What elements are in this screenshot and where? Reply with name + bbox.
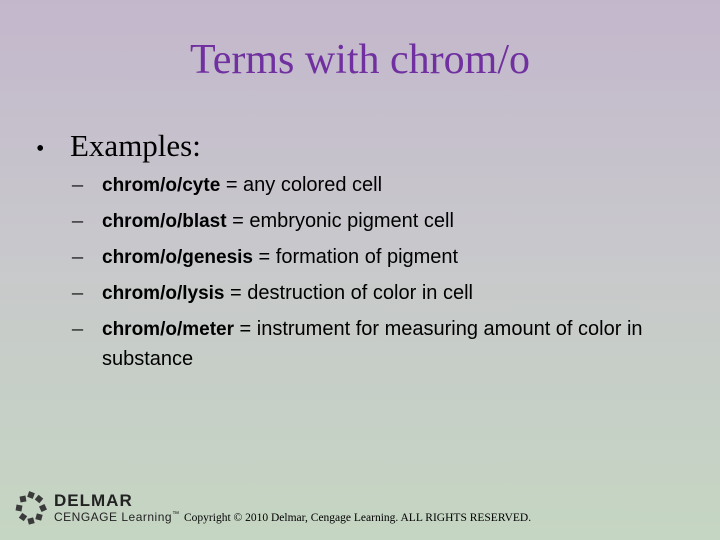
definition: = destruction of color in cell [224, 282, 473, 304]
definition: = instrument for measuring amount of color in substance [102, 318, 643, 370]
list-item [72, 278, 672, 308]
main-bullet-text: Examples: [70, 128, 201, 163]
logo-subtitle: CENGAGE Learning™ [54, 510, 180, 524]
main-bullet [36, 127, 201, 168]
slide-title: Terms with chrom/o [190, 37, 530, 83]
term: chrom/o/lysis [102, 283, 225, 304]
dash-bullet: – [72, 315, 83, 340]
term: chrom/o/meter [102, 319, 234, 340]
copyright-notice: Copyright © 2010 Delmar, Cengage Learning. ALL RIGHTS RESERVED. [184, 512, 532, 524]
term: chrom/o/blast [102, 211, 227, 232]
list-item [72, 170, 672, 200]
delmar-cengage-logo [14, 488, 184, 528]
term: chrom/o/cyte [102, 175, 221, 196]
logo-name: DELMAR [54, 491, 133, 510]
logo-mark-icon [14, 490, 50, 526]
list-item [72, 314, 672, 373]
dash-bullet: – [72, 207, 83, 232]
definition: = any colored cell [220, 174, 383, 196]
list-item [72, 242, 672, 272]
dash-bullet: – [72, 279, 83, 304]
dash-bullet: – [72, 243, 83, 268]
dash-bullet: – [72, 171, 83, 196]
examples-list [72, 170, 672, 379]
list-item [72, 206, 672, 236]
term: chrom/o/genesis [102, 247, 253, 268]
bullet-dot: • [36, 136, 45, 162]
definition: = embryonic pigment cell [226, 210, 454, 232]
definition: = formation of pigment [253, 246, 459, 268]
